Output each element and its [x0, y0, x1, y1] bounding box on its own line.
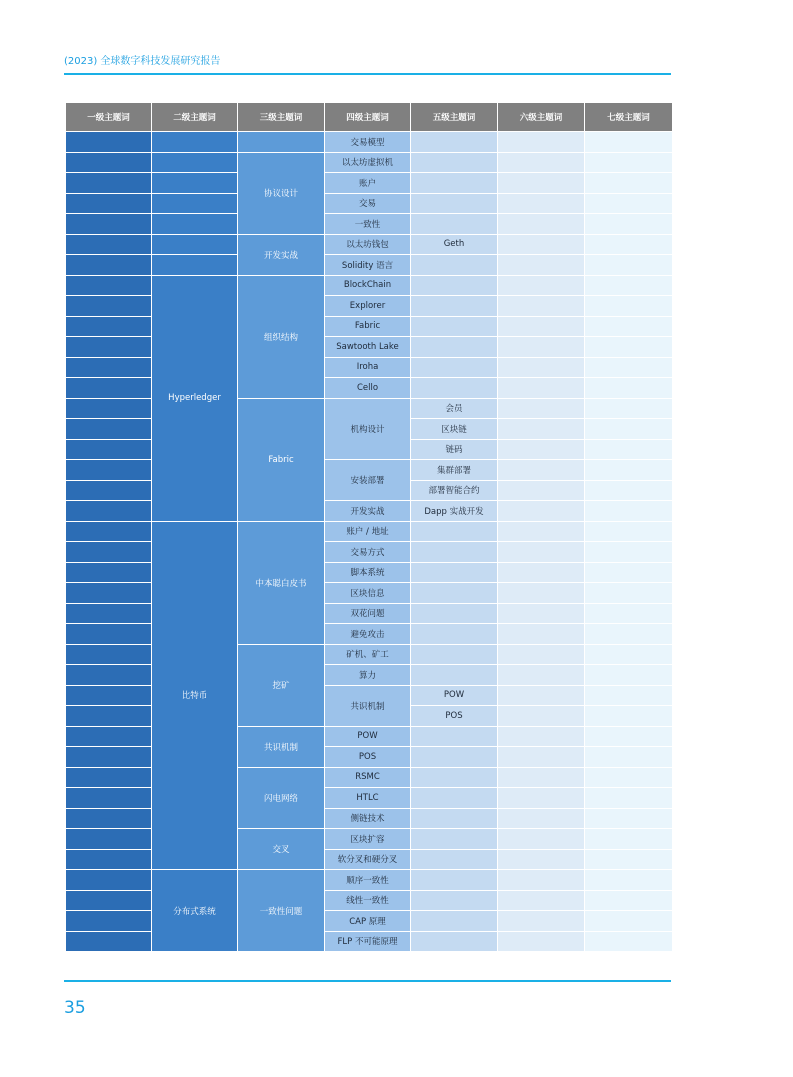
level6-cell: [498, 214, 585, 235]
table-header-row: [66, 103, 673, 132]
level1-cell: [66, 788, 152, 809]
level6-cell: [498, 931, 585, 952]
level3-cell: 共识机制: [238, 726, 325, 767]
level6-cell: [498, 726, 585, 747]
level7-cell: [585, 132, 673, 153]
level1-cell: [66, 542, 152, 563]
table-row: [66, 234, 673, 255]
level3-cell: 挖矿: [238, 644, 325, 726]
level7-cell: [585, 583, 673, 604]
level4-cell: 侧链技术: [325, 808, 411, 829]
column-header: 六级主题词: [498, 103, 585, 132]
level5-cell: [411, 132, 498, 153]
level4-cell: CAP 原理: [325, 911, 411, 932]
level7-cell: [585, 296, 673, 317]
page-number: 35: [64, 998, 86, 1018]
level3-cell: 交叉: [238, 829, 325, 870]
level5-cell: [411, 911, 498, 932]
table-row: [66, 132, 673, 153]
level5-cell: [411, 870, 498, 891]
level6-cell: [498, 460, 585, 481]
level4-cell: 开发实战: [325, 501, 411, 522]
level2-cell: [152, 152, 238, 173]
level4-cell: 账户: [325, 173, 411, 194]
level6-cell: [498, 685, 585, 706]
level1-cell: [66, 870, 152, 891]
level7-cell: [585, 931, 673, 952]
level5-cell: [411, 296, 498, 317]
level5-cell: 链码: [411, 439, 498, 460]
level6-cell: [498, 132, 585, 153]
level5-cell: 会员: [411, 398, 498, 419]
level6-cell: [498, 152, 585, 173]
level6-cell: [498, 562, 585, 583]
level7-cell: [585, 193, 673, 214]
level7-cell: [585, 460, 673, 481]
column-header: 三级主题词: [238, 103, 325, 132]
table-row: [66, 275, 673, 296]
level5-cell: [411, 214, 498, 235]
level7-cell: [585, 542, 673, 563]
level3-cell: 中本聪白皮书: [238, 521, 325, 644]
level2-cell: [152, 173, 238, 194]
column-header: 五级主题词: [411, 103, 498, 132]
level1-cell: [66, 562, 152, 583]
level4-cell: Iroha: [325, 357, 411, 378]
level5-cell: [411, 665, 498, 686]
level7-cell: [585, 255, 673, 276]
table-row: [66, 214, 673, 235]
level6-cell: [498, 378, 585, 399]
level7-cell: [585, 726, 673, 747]
level5-cell: POW: [411, 685, 498, 706]
level3-cell: 闪电网络: [238, 767, 325, 829]
level5-cell: Dapp 实战开发: [411, 501, 498, 522]
level6-cell: [498, 849, 585, 870]
level1-cell: [66, 337, 152, 358]
level4-cell: 以太坊虚拟机: [325, 152, 411, 173]
level4-cell: 算力: [325, 665, 411, 686]
level7-cell: [585, 685, 673, 706]
level5-cell: [411, 747, 498, 768]
level7-cell: [585, 521, 673, 542]
level6-cell: [498, 583, 585, 604]
level4-cell: HTLC: [325, 788, 411, 809]
level2-cell: [152, 214, 238, 235]
level1-cell: [66, 152, 152, 173]
level4-cell: 账户 / 地址: [325, 521, 411, 542]
level1-cell: [66, 255, 152, 276]
level5-cell: [411, 603, 498, 624]
level7-cell: [585, 808, 673, 829]
level4-cell: FLP 不可能原理: [325, 931, 411, 952]
keyword-hierarchy-table: [65, 102, 673, 952]
level7-cell: [585, 419, 673, 440]
level5-cell: [411, 152, 498, 173]
level5-cell: [411, 542, 498, 563]
level2-cell: 分布式系统: [152, 870, 238, 952]
level4-cell: 双花问题: [325, 603, 411, 624]
level1-cell: [66, 829, 152, 850]
level1-cell: [66, 603, 152, 624]
level5-cell: POS: [411, 706, 498, 727]
level5-cell: [411, 357, 498, 378]
level5-cell: [411, 521, 498, 542]
level6-cell: [498, 644, 585, 665]
level5-cell: [411, 931, 498, 952]
level6-cell: [498, 398, 585, 419]
level1-cell: [66, 726, 152, 747]
level7-cell: [585, 644, 673, 665]
level6-cell: [498, 788, 585, 809]
level4-cell: 区块扩容: [325, 829, 411, 850]
level5-cell: [411, 890, 498, 911]
level1-cell: [66, 316, 152, 337]
table-row: [66, 870, 673, 891]
level1-cell: [66, 747, 152, 768]
level7-cell: [585, 152, 673, 173]
table-row: [66, 255, 673, 276]
column-header: 四级主题词: [325, 103, 411, 132]
level1-cell: [66, 234, 152, 255]
level4-cell: 机构设计: [325, 398, 411, 460]
level6-cell: [498, 521, 585, 542]
level1-cell: [66, 931, 152, 952]
level1-cell: [66, 911, 152, 932]
level6-cell: [498, 808, 585, 829]
level7-cell: [585, 870, 673, 891]
level7-cell: [585, 849, 673, 870]
level1-cell: [66, 398, 152, 419]
level6-cell: [498, 316, 585, 337]
level4-cell: 顺序一致性: [325, 870, 411, 891]
level1-cell: [66, 460, 152, 481]
level6-cell: [498, 624, 585, 645]
level1-cell: [66, 665, 152, 686]
level6-cell: [498, 603, 585, 624]
level1-cell: [66, 501, 152, 522]
level1-cell: [66, 419, 152, 440]
level4-cell: Explorer: [325, 296, 411, 317]
level1-cell: [66, 439, 152, 460]
level7-cell: [585, 234, 673, 255]
level2-cell: 比特币: [152, 521, 238, 870]
level4-cell: 交易: [325, 193, 411, 214]
level7-cell: [585, 911, 673, 932]
table-row: [66, 152, 673, 173]
level4-cell: 线性一致性: [325, 890, 411, 911]
level5-cell: [411, 255, 498, 276]
level3-cell: 组织结构: [238, 275, 325, 398]
level4-cell: Sawtooth Lake: [325, 337, 411, 358]
level6-cell: [498, 706, 585, 727]
level7-cell: [585, 316, 673, 337]
level7-cell: [585, 501, 673, 522]
level4-cell: Fabric: [325, 316, 411, 337]
level4-cell: 一致性: [325, 214, 411, 235]
level6-cell: [498, 173, 585, 194]
level1-cell: [66, 357, 152, 378]
level5-cell: [411, 562, 498, 583]
level4-cell: 脚本系统: [325, 562, 411, 583]
level4-cell: 以太坊钱包: [325, 234, 411, 255]
level4-cell: 区块信息: [325, 583, 411, 604]
level6-cell: [498, 275, 585, 296]
level7-cell: [585, 767, 673, 788]
level7-cell: [585, 603, 673, 624]
level4-cell: Solidity 语言: [325, 255, 411, 276]
level6-cell: [498, 234, 585, 255]
level5-cell: Geth: [411, 234, 498, 255]
level1-cell: [66, 890, 152, 911]
level4-cell: Cello: [325, 378, 411, 399]
table-row: [66, 521, 673, 542]
level5-cell: [411, 583, 498, 604]
level7-cell: [585, 829, 673, 850]
header-divider: [64, 73, 671, 75]
level7-cell: [585, 788, 673, 809]
level2-cell: [152, 193, 238, 214]
report-header-title: (2023) 全球数字科技发展研究报告: [64, 56, 221, 67]
level7-cell: [585, 173, 673, 194]
level1-cell: [66, 275, 152, 296]
level7-cell: [585, 378, 673, 399]
level5-cell: [411, 849, 498, 870]
level6-cell: [498, 911, 585, 932]
level3-cell: 一致性问题: [238, 870, 325, 952]
level5-cell: [411, 337, 498, 358]
level6-cell: [498, 255, 585, 276]
level6-cell: [498, 829, 585, 850]
level1-cell: [66, 214, 152, 235]
level4-cell: 安装部署: [325, 460, 411, 501]
level5-cell: [411, 726, 498, 747]
level1-cell: [66, 849, 152, 870]
level6-cell: [498, 419, 585, 440]
level1-cell: [66, 624, 152, 645]
level5-cell: 区块链: [411, 419, 498, 440]
level3-cell: Fabric: [238, 398, 325, 521]
level4-cell: RSMC: [325, 767, 411, 788]
level7-cell: [585, 665, 673, 686]
level2-cell: [152, 255, 238, 276]
level4-cell: 共识机制: [325, 685, 411, 726]
level4-cell: POW: [325, 726, 411, 747]
level4-cell: POS: [325, 747, 411, 768]
level4-cell: 交易模型: [325, 132, 411, 153]
level1-cell: [66, 193, 152, 214]
level4-cell: 软分叉和硬分叉: [325, 849, 411, 870]
level7-cell: [585, 562, 673, 583]
level1-cell: [66, 296, 152, 317]
level5-cell: [411, 808, 498, 829]
level1-cell: [66, 521, 152, 542]
level7-cell: [585, 480, 673, 501]
level6-cell: [498, 870, 585, 891]
level4-cell: 交易方式: [325, 542, 411, 563]
level1-cell: [66, 173, 152, 194]
level6-cell: [498, 665, 585, 686]
level6-cell: [498, 439, 585, 460]
level1-cell: [66, 583, 152, 604]
footer-divider: [64, 980, 671, 982]
level3-cell: 开发实战: [238, 234, 325, 275]
level2-cell: [152, 234, 238, 255]
level7-cell: [585, 439, 673, 460]
level7-cell: [585, 398, 673, 419]
level5-cell: [411, 316, 498, 337]
level4-cell: BlockChain: [325, 275, 411, 296]
level6-cell: [498, 542, 585, 563]
level2-cell: Hyperledger: [152, 275, 238, 521]
level6-cell: [498, 296, 585, 317]
level1-cell: [66, 480, 152, 501]
level5-cell: [411, 193, 498, 214]
column-header: 七级主题词: [585, 103, 673, 132]
column-header: 二级主题词: [152, 103, 238, 132]
level6-cell: [498, 480, 585, 501]
level5-cell: 部署智能合约: [411, 480, 498, 501]
level3-cell: [238, 132, 325, 153]
level5-cell: [411, 788, 498, 809]
level7-cell: [585, 275, 673, 296]
level3-cell: 协议设计: [238, 152, 325, 234]
level7-cell: [585, 890, 673, 911]
level6-cell: [498, 767, 585, 788]
level6-cell: [498, 890, 585, 911]
level5-cell: 集群部署: [411, 460, 498, 481]
level1-cell: [66, 644, 152, 665]
level6-cell: [498, 337, 585, 358]
table-row: [66, 173, 673, 194]
level6-cell: [498, 501, 585, 522]
level5-cell: [411, 624, 498, 645]
level2-cell: [152, 132, 238, 153]
level5-cell: [411, 767, 498, 788]
level6-cell: [498, 193, 585, 214]
level7-cell: [585, 357, 673, 378]
level7-cell: [585, 747, 673, 768]
level5-cell: [411, 644, 498, 665]
level1-cell: [66, 378, 152, 399]
level1-cell: [66, 808, 152, 829]
level6-cell: [498, 747, 585, 768]
level5-cell: [411, 275, 498, 296]
level4-cell: 避免攻击: [325, 624, 411, 645]
level1-cell: [66, 767, 152, 788]
column-header: 一级主题词: [66, 103, 152, 132]
level5-cell: [411, 378, 498, 399]
level4-cell: 矿机、矿工: [325, 644, 411, 665]
level5-cell: [411, 829, 498, 850]
level7-cell: [585, 706, 673, 727]
level7-cell: [585, 214, 673, 235]
level7-cell: [585, 624, 673, 645]
level1-cell: [66, 132, 152, 153]
level5-cell: [411, 173, 498, 194]
level1-cell: [66, 685, 152, 706]
level7-cell: [585, 337, 673, 358]
level1-cell: [66, 706, 152, 727]
table-row: [66, 193, 673, 214]
level6-cell: [498, 357, 585, 378]
